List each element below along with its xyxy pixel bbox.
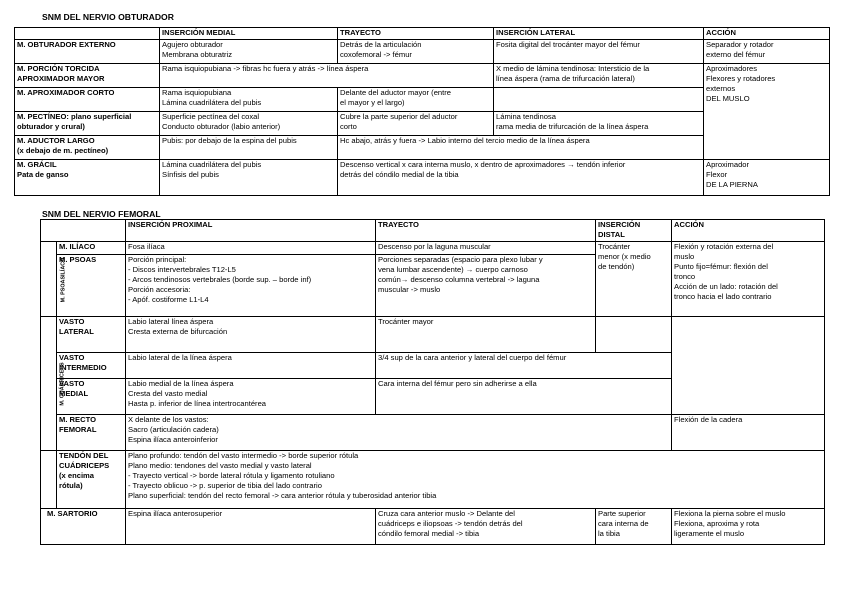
group-spacer bbox=[41, 451, 57, 509]
table-row bbox=[41, 415, 825, 451]
header-insercion-distal: INSERCIÓN DISTAL bbox=[596, 220, 672, 242]
muscle-name: M. ILÍACO bbox=[57, 242, 126, 255]
muscle-name: VASTO INTERMEDIO bbox=[57, 353, 126, 379]
muscle-name: M. RECTO FEMORAL bbox=[57, 415, 126, 451]
muscle-name: VASTO MEDIAL bbox=[57, 379, 126, 415]
cell-trayecto: Hc abajo, atrás y fuera -> Labio interno del tercio medio de la línea áspera bbox=[338, 136, 704, 160]
cell-accion bbox=[672, 317, 825, 415]
muscle-name: M. PSOAS bbox=[57, 255, 126, 317]
femoral-table bbox=[40, 219, 825, 545]
femoral-title: SNM DEL NERVIO FEMORAL bbox=[42, 209, 161, 219]
muscle-name: TENDÓN DEL CUÁDRICEPS (x encima rótula) bbox=[57, 451, 126, 509]
cell-accion: Flexión y rotación externa del muslo Punto fijo=fémur: flexión del tronco Acción de un lado: rotación del tronco hacia el lado contrario bbox=[672, 242, 825, 317]
table-row bbox=[15, 64, 830, 88]
cell-tendon-text: Plano profundo: tendón del vasto intermedio -> borde superior rótula Plano medio: tendones del vasto medial y vasto lateral - Trayecto vertical -> borde lateral rótula y ligamento rotuliano - Trayecto oblicuo -> p. superior de tibia del lado contrario Plano superficial: tendón del recto femoral -> cara anterior rótula y tuberosidad anterior tibia bbox=[126, 451, 825, 509]
cell-accion: Flexión de la cadera bbox=[672, 415, 825, 451]
cell-trayecto: Trocánter mayor bbox=[376, 317, 596, 353]
header-blank bbox=[41, 220, 126, 242]
cell-proximal: Fosa ilíaca bbox=[126, 242, 376, 255]
cell-trayecto: Delante del aductor mayor (entre el mayor y el largo) bbox=[338, 88, 494, 112]
cell-trayecto: Cubre la parte superior del aductor corto bbox=[338, 112, 494, 136]
header-trayecto: TRAYECTO bbox=[376, 220, 596, 242]
cell-accion: Separador y rotador externo del fémur bbox=[704, 40, 830, 64]
muscle-name: M. PORCIÓN TORCIDA APROXIMADOR MAYOR bbox=[15, 64, 160, 88]
obturador-table bbox=[14, 27, 830, 196]
header-insercion-lateral: INSERCIÓN LATERAL bbox=[494, 28, 704, 40]
cell-trayecto: Descenso vertical x cara interna muslo, x dentro de aproximadores → tendón inferior detrás del cóndilo medial de la tibia bbox=[338, 160, 704, 196]
obturador-title: SNM DEL NERVIO OBTURADOR bbox=[42, 12, 174, 22]
header-insercion-medial: INSERCIÓN MEDIAL bbox=[160, 28, 338, 40]
muscle-name: M. PECTÍNEO: plano superficial obturador y crural) bbox=[15, 112, 160, 136]
cell-proximal: Espina ilíaca anterosuperior bbox=[126, 509, 376, 545]
group-label-psoasiliaco: M. PSOASILÍACO bbox=[41, 242, 57, 317]
cell-medial: Lámina cuadrilátera del pubis Sínfisis del pubis bbox=[160, 160, 338, 196]
cell-trayecto: 3/4 sup de la cara anterior y lateral del cuerpo del fémur bbox=[376, 353, 672, 379]
header-trayecto: TRAYECTO bbox=[338, 28, 494, 40]
header-accion: ACCIÓN bbox=[672, 220, 825, 242]
cell-lateral bbox=[494, 88, 704, 112]
cell-accion: Aproximadores Flexores y rotadores externos DEL MUSLO bbox=[704, 64, 830, 160]
cell-proximal: Labio lateral de la línea áspera bbox=[126, 353, 376, 379]
header-accion: ACCIÓN bbox=[704, 28, 830, 40]
cell-medial: Superficie pectínea del coxal Conducto obturador (labio anterior) bbox=[160, 112, 338, 136]
cell-lateral: X medio de lámina tendinosa: Intersticio de la línea áspera (rama de trifurcación lateral) bbox=[494, 64, 704, 88]
header-blank bbox=[15, 28, 160, 40]
cell-medial: Rama isquiopubiana Lámina cuadrilátera del pubis bbox=[160, 88, 338, 112]
cell-proximal: X delante de los vastos: Sacro (articulación cadera) Espina ilíaca anteroinferior bbox=[126, 415, 672, 451]
muscle-name: M. APROXIMADOR CORTO bbox=[15, 88, 160, 112]
cell-medial: Pubis: por debajo de la espina del pubis bbox=[160, 136, 338, 160]
table-row bbox=[41, 451, 825, 509]
table-row bbox=[15, 40, 830, 64]
group-label-cuadriceps: M. CUÁDRICEPS bbox=[41, 317, 57, 451]
muscle-name: M. ADUCTOR LARGO (x debajo de m. pectíneo) bbox=[15, 136, 160, 160]
muscle-name: M. OBTURADOR EXTERNO bbox=[15, 40, 160, 64]
obturador-header-row bbox=[15, 28, 830, 40]
cell-proximal: Labio lateral línea áspera Cresta externa de bifurcación bbox=[126, 317, 376, 353]
muscle-name: VASTO LATERAL bbox=[57, 317, 126, 353]
cell-lateral: Fosita digital del trocánter mayor del fémur bbox=[494, 40, 704, 64]
muscle-name: M. GRÁCIL Pata de ganso bbox=[15, 160, 160, 196]
cell-lateral: Lámina tendinosa rama media de trifurcación de la línea áspera bbox=[494, 112, 704, 136]
table-row bbox=[41, 317, 825, 353]
cell-trayecto: Cara interna del fémur pero sin adherirse a ella bbox=[376, 379, 672, 415]
cell-distal: Parte superior cara interna de la tibia bbox=[596, 509, 672, 545]
cell-proximal: Porción principal: - Discos intervertebrales T12-L5 - Arcos tendinosos vertebrales (borde sup. – borde inf) Porción accesoria: - Apóf. costiforme L1-L4 bbox=[126, 255, 376, 317]
table-row bbox=[41, 509, 825, 545]
cell-proximal: Labio medial de la línea áspera Cresta del vasto medial Hasta p. inferior de línea intertrocantérea bbox=[126, 379, 376, 415]
muscle-name: M. SARTORIO bbox=[41, 509, 126, 545]
cell-accion: Flexiona la pierna sobre el muslo Flexiona, aproxima y rota ligeramente el muslo bbox=[672, 509, 825, 545]
cell-medial: Rama isquiopubiana -> fibras hc fuera y atrás -> línea áspera bbox=[160, 64, 494, 88]
table-row bbox=[41, 242, 825, 255]
cell-accion: Aproximador Flexor DE LA PIERNA bbox=[704, 160, 830, 196]
header-insercion-proximal: INSERCIÓN PROXIMAL bbox=[126, 220, 376, 242]
cell-trayecto: Porciones separadas (espacio para plexo lubar y vena lumbar ascendente) → cuerpo carnoso común→ descenso columna vertebral -> laguna muscular -> muslo bbox=[376, 255, 596, 317]
cell-trayecto: Cruza cara anterior muslo -> Delante del cuádriceps e iliopsoas -> tendón detrás del cóndilo femoral medial -> tibia bbox=[376, 509, 596, 545]
cell-distal: Trocánter menor (x medio de tendón) bbox=[596, 242, 672, 317]
femoral-header-row bbox=[41, 220, 825, 242]
cell-distal bbox=[596, 317, 672, 353]
cell-medial: Agujero obturador Membrana obturatriz bbox=[160, 40, 338, 64]
cell-trayecto: Descenso por la laguna muscular bbox=[376, 242, 596, 255]
cell-trayecto: Detrás de la articulación coxofemoral -> fémur bbox=[338, 40, 494, 64]
table-row bbox=[15, 160, 830, 196]
